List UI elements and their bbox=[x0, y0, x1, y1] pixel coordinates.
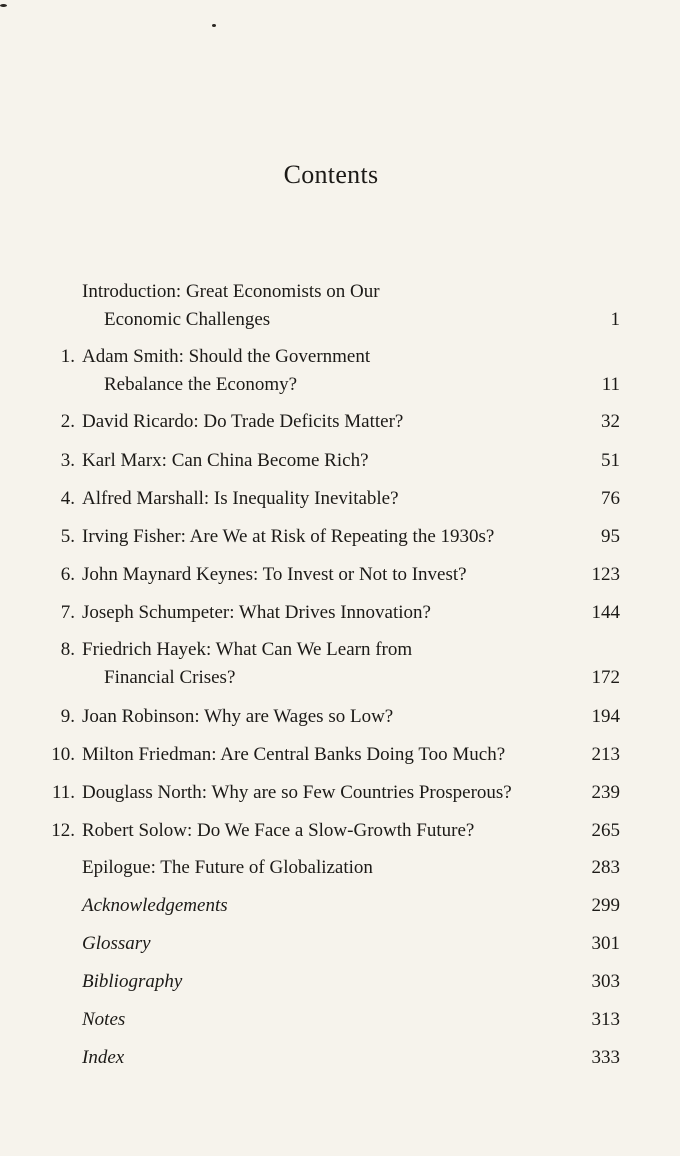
entry-title: Alfred Marshall: Is Inequality Inevitable? bbox=[82, 488, 399, 509]
page-number: 172 bbox=[591, 667, 620, 688]
chapter-number: 7. bbox=[60, 602, 75, 623]
page-number: 265 bbox=[591, 820, 620, 841]
page-number: 51 bbox=[601, 450, 620, 471]
page-number: 32 bbox=[601, 411, 620, 432]
page-number: 303 bbox=[591, 971, 620, 992]
page-number: 333 bbox=[591, 1047, 620, 1068]
entry-title: Karl Marx: Can China Become Rich? bbox=[82, 450, 369, 471]
entry-title: Friedrich Hayek: What Can We Learn from bbox=[82, 639, 413, 660]
page-number: 144 bbox=[591, 602, 620, 623]
page-number: 283 bbox=[591, 857, 620, 878]
chapter-number: 5. bbox=[60, 526, 75, 547]
page-number: 299 bbox=[591, 895, 620, 916]
page-title: Contents bbox=[283, 160, 379, 189]
page-number: 1 bbox=[610, 309, 620, 330]
chapter-number: 2. bbox=[60, 411, 75, 432]
entry-title: David Ricardo: Do Trade Deficits Matter? bbox=[82, 411, 404, 432]
page-number: 213 bbox=[591, 744, 620, 765]
entry-title: Milton Friedman: Are Central Banks Doing Too Much? bbox=[82, 744, 506, 765]
entry-title: Acknowledgements bbox=[82, 895, 228, 916]
entry-title-continued: Economic Challenges bbox=[104, 309, 271, 330]
entry-title-continued: Financial Crises? bbox=[104, 667, 236, 688]
chapter-number: 3. bbox=[60, 450, 75, 471]
entry-title: Irving Fisher: Are We at Risk of Repeating the 1930s? bbox=[82, 526, 495, 547]
entry-title: Index bbox=[82, 1047, 125, 1068]
entry-title: Notes bbox=[82, 1009, 126, 1030]
entry-title: Joan Robinson: Why are Wages so Low? bbox=[82, 706, 394, 727]
chapter-number: 8. bbox=[60, 639, 75, 660]
entry-title-continued: Rebalance the Economy? bbox=[104, 374, 298, 395]
chapter-number: 12. bbox=[51, 820, 75, 841]
entry-title: Joseph Schumpeter: What Drives Innovation? bbox=[82, 602, 431, 623]
page-number: 76 bbox=[601, 488, 620, 509]
entry-title: Douglass North: Why are so Few Countries Prosperous? bbox=[82, 782, 512, 803]
page-number: 11 bbox=[601, 374, 620, 395]
entry-title: Bibliography bbox=[82, 971, 183, 992]
chapter-number: 10. bbox=[51, 744, 75, 765]
page-number: 123 bbox=[591, 564, 620, 585]
chapter-number: 11. bbox=[51, 782, 75, 803]
entry-title: Epilogue: The Future of Globalization bbox=[82, 857, 373, 878]
page-number: 194 bbox=[591, 706, 620, 727]
page-number: 95 bbox=[601, 526, 620, 547]
entry-title: John Maynard Keynes: To Invest or Not to Invest? bbox=[82, 564, 467, 585]
page-number: 313 bbox=[591, 1009, 620, 1030]
chapter-number: 9. bbox=[60, 706, 75, 727]
entry-title: Glossary bbox=[82, 933, 151, 954]
chapter-number: 4. bbox=[60, 488, 75, 509]
page-number: 239 bbox=[591, 782, 620, 803]
entry-title: Introduction: Great Economists on Our bbox=[82, 281, 380, 302]
entry-title: Adam Smith: Should the Government bbox=[82, 346, 371, 367]
page-number: 301 bbox=[591, 933, 620, 954]
chapter-number: 6. bbox=[60, 564, 75, 585]
entry-title: Robert Solow: Do We Face a Slow-Growth Future? bbox=[82, 820, 475, 841]
chapter-number: 1. bbox=[60, 346, 75, 367]
